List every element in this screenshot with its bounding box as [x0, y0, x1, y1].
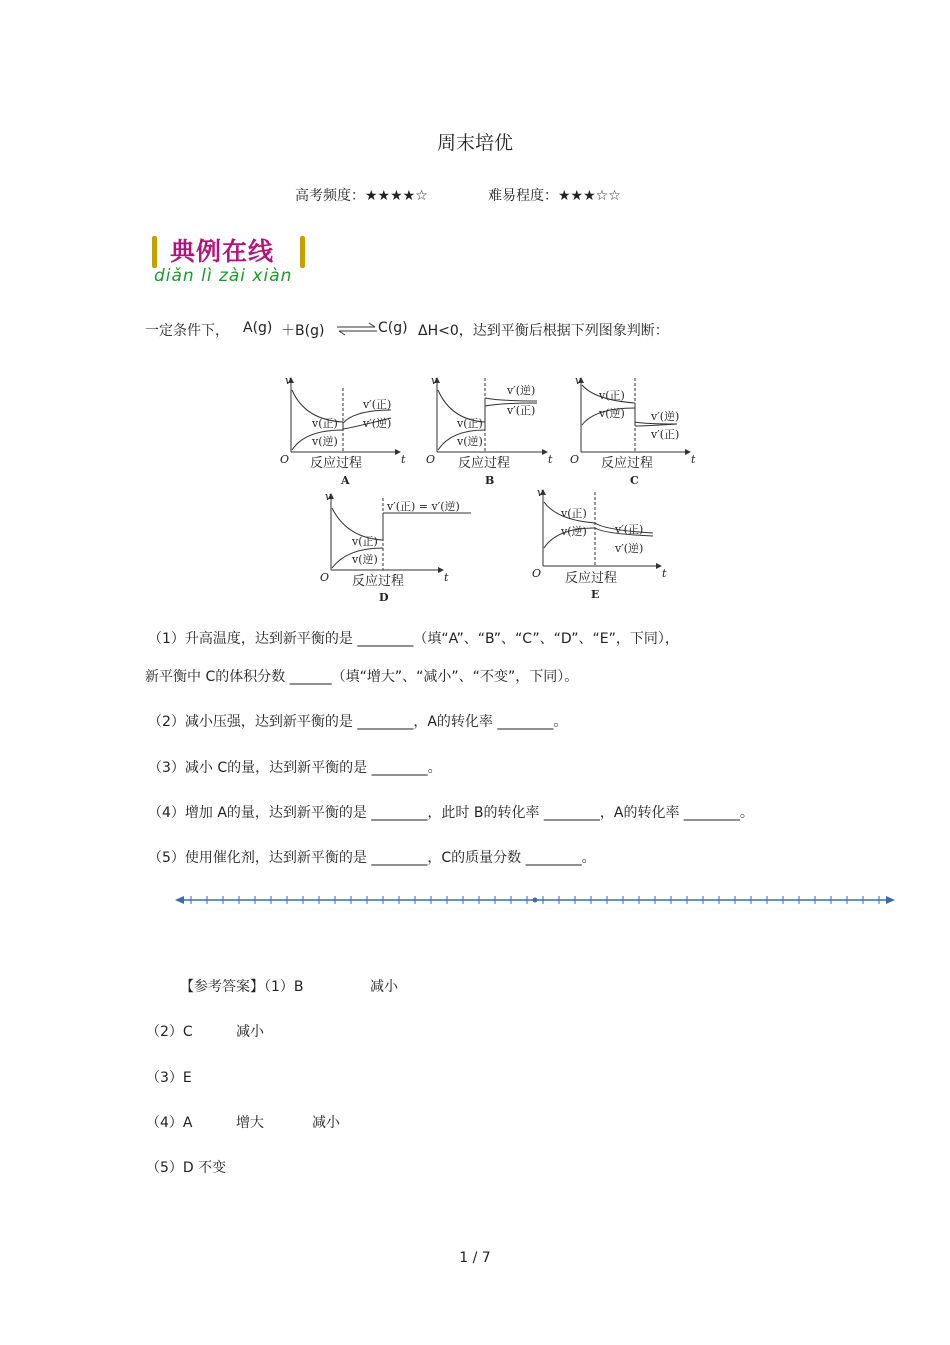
- axis-v-label: v: [285, 374, 292, 387]
- axis-t-label: t: [548, 453, 553, 466]
- product-c: C(g): [378, 320, 408, 336]
- question-2: （2）减小压强，达到新平衡的是 ________，A的转化率 ________。: [148, 714, 568, 730]
- page-number: 1 / 7: [459, 1250, 491, 1266]
- graph-letter-d: D: [379, 591, 389, 604]
- xlabel: 反应过程: [310, 456, 363, 471]
- difficulty-rating: [488, 185, 621, 205]
- graph-letter-c: C: [630, 474, 639, 487]
- question-1: （1）升高温度，达到新平衡的是 ________（填“A”、“B”、“C”、“D”、“E”，下同），: [148, 631, 679, 647]
- axis-t-label: t: [444, 571, 449, 584]
- axis-v-label: v: [575, 374, 582, 387]
- v-fwd-label: v(正): [312, 417, 338, 430]
- problem-intro: 一定条件下，: [145, 323, 229, 339]
- graph-a: [291, 378, 400, 452]
- xlabel: 反应过程: [458, 456, 511, 471]
- answer-4: （4）A: [146, 1115, 193, 1131]
- answer-2-value: 减小: [236, 1024, 264, 1040]
- v2-rev-label: v′(逆): [615, 542, 644, 555]
- question-4: （4）增加 A的量，达到新平衡的是 ________，此时 B的转化率 ________，A的转化率 ________。: [148, 805, 754, 821]
- origin-label: O: [532, 567, 542, 580]
- page-title: 周末培优: [436, 132, 513, 154]
- axis-v-label: v: [325, 490, 332, 503]
- difficulty-label: 难易程度：: [488, 188, 558, 204]
- question-1-cont: 新平衡中 C的体积分数 ______（填“增大”、“减小”、“不变”，下同）。: [145, 669, 579, 685]
- logo-right-ornament: [300, 236, 305, 268]
- v-rev-label: v(逆): [312, 435, 338, 448]
- axis-t-label: t: [401, 453, 406, 466]
- frequency-rating: [295, 185, 428, 205]
- section-divider: [175, 892, 897, 908]
- axis-t-label: t: [662, 567, 667, 580]
- graph-letter-a: A: [341, 474, 350, 487]
- answer-4-a-value: 减小: [312, 1115, 340, 1131]
- origin-label: O: [320, 571, 330, 584]
- question-5: （5）使用催化剂，达到新平衡的是 ________，C的质量分数 ________。: [148, 850, 596, 866]
- v2-rev-label: v′(逆): [651, 410, 680, 423]
- difficulty-stars: ★★★☆☆: [558, 188, 621, 204]
- axis-t-label: t: [691, 453, 696, 466]
- question-3: （3）减小 C的量，达到新平衡的是 ________。: [148, 760, 442, 776]
- v-rev-label: v(逆): [457, 435, 483, 448]
- logo-pinyin: diǎn lì zài xiàn: [154, 266, 293, 286]
- axis-v-label: v: [431, 374, 438, 387]
- origin-label: O: [280, 453, 290, 466]
- origin-label: O: [570, 453, 580, 466]
- v2-rev-label: v′(逆): [363, 417, 392, 430]
- answer-1-value: 减小: [370, 979, 398, 995]
- graph-letter-b: B: [485, 474, 495, 487]
- xlabel: 反应过程: [565, 571, 618, 586]
- v2-fwd-label: v′(正): [615, 523, 644, 536]
- origin-label: O: [426, 453, 436, 466]
- v-fwd-label: v(正): [352, 535, 378, 548]
- reactant-b: ＋B(g): [281, 323, 325, 339]
- equilibrium-arrow-icon: [335, 322, 379, 336]
- frequency-label: 高考频度：: [295, 188, 365, 204]
- v2-fwd-label: v′(正): [363, 398, 392, 411]
- frequency-stars: ★★★★☆: [365, 188, 428, 204]
- reactant-a: A(g): [243, 320, 273, 336]
- logo-text: 典例在线: [170, 237, 275, 266]
- v-rev-label: v(逆): [352, 553, 378, 566]
- answer-1: 【参考答案】（1）B: [180, 979, 304, 995]
- v-rev-label: v(逆): [599, 407, 625, 420]
- v2-fwd-label: v′(正): [507, 404, 536, 417]
- v-fwd-label: v(正): [561, 507, 587, 520]
- answer-3: （3）E: [146, 1070, 192, 1086]
- answer-5: （5）D 不变: [146, 1160, 227, 1176]
- rate-time-graphs: [275, 370, 705, 605]
- logo-left-ornament: [152, 236, 157, 268]
- v-rev-label: v(逆): [561, 525, 587, 538]
- xlabel: 反应过程: [352, 574, 405, 589]
- v2-rev-label: v′(逆): [507, 384, 536, 397]
- v2-equal-label: v′(正) = v′(逆): [387, 500, 460, 513]
- axis-v-label: v: [537, 486, 544, 499]
- xlabel: 反应过程: [601, 456, 654, 471]
- answer-2: （2）C: [146, 1024, 193, 1040]
- answer-4-b-value: 增大: [236, 1115, 264, 1131]
- v-fwd-label: v(正): [599, 389, 625, 402]
- graph-letter-e: E: [591, 588, 600, 601]
- v-fwd-label: v(正): [457, 417, 483, 430]
- v2-fwd-label: v′(正): [651, 428, 680, 441]
- enthalpy-condition: ΔH<0，达到平衡后根据下列图象判断：: [418, 323, 669, 339]
- section-logo: [150, 230, 320, 290]
